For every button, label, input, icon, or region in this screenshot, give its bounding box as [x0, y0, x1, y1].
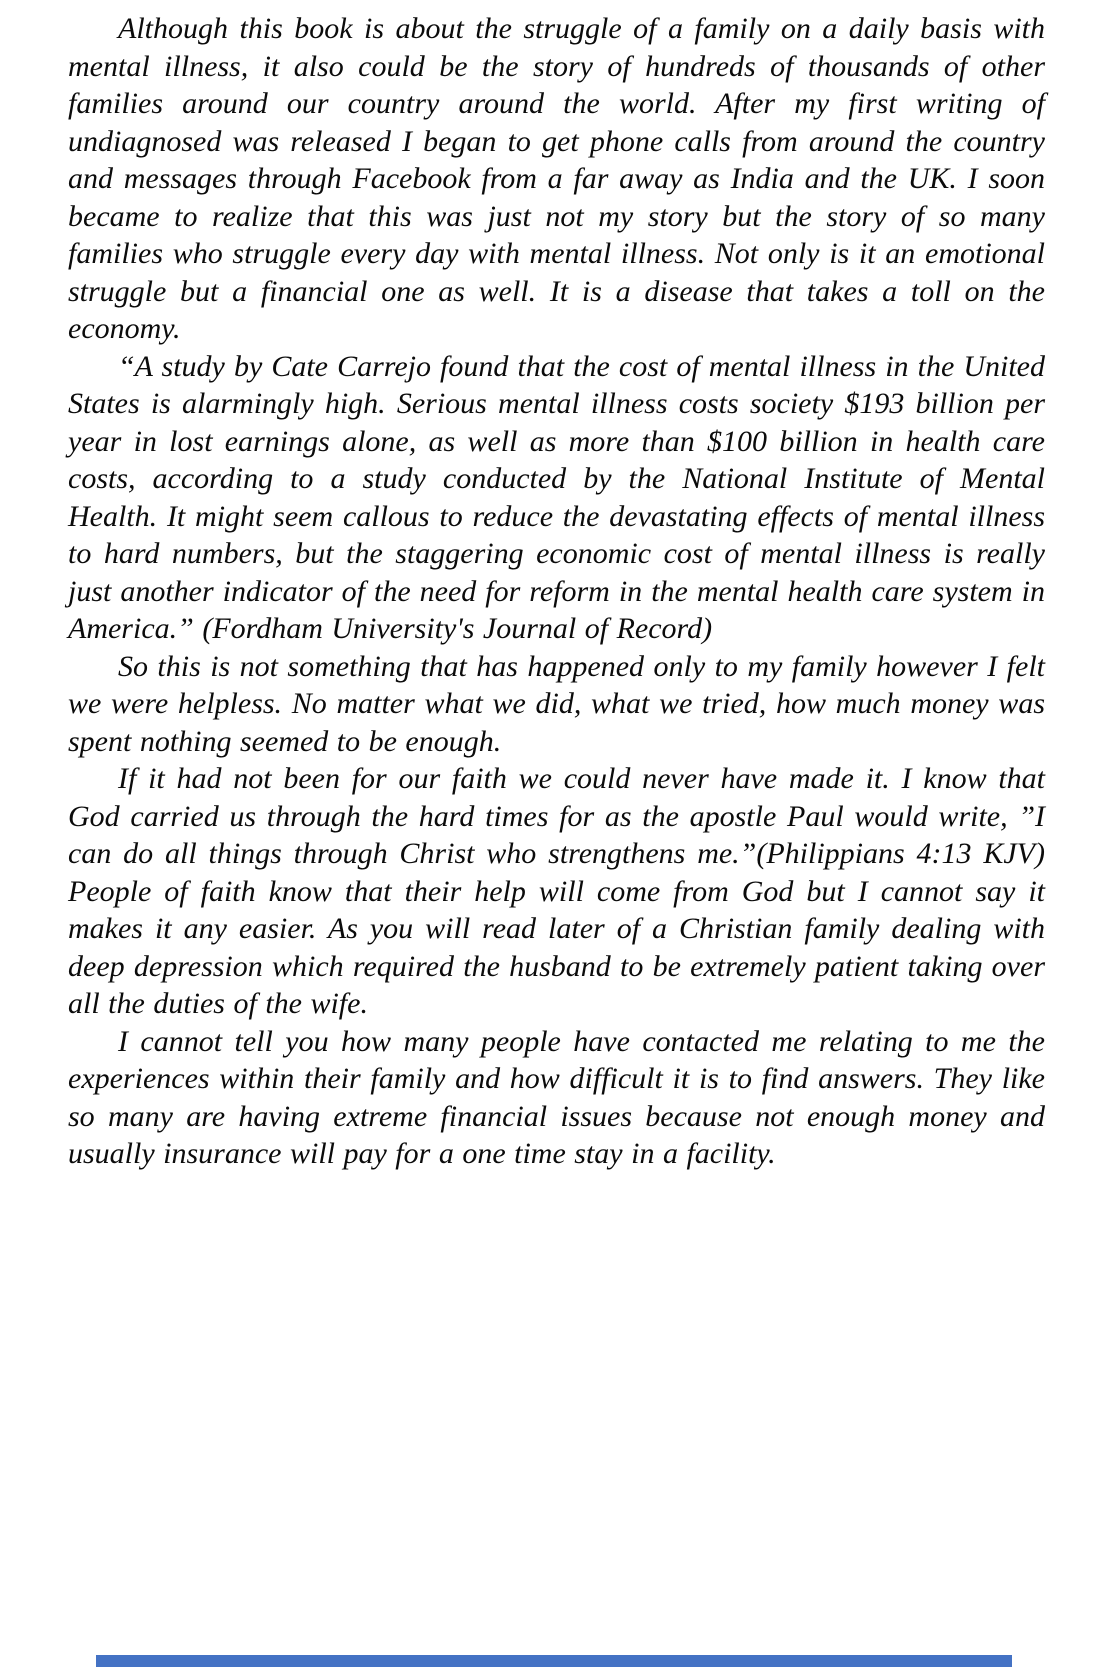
paragraph-faith: If it had not been for our faith we could never have made it. I know that God carried us through the hard times for as the apostle Paul would write, ”I can do all things through Christ who strengthens me.”(Philippians 4:13 KJV) People of faith know that their help will come from God but I cannot say it makes it any easier. As you will read later of a Christian family dealing with deep depression which required the husband to be extremely patient taking over all the duties of the wife.: [68, 762, 1045, 1020]
footer-highlight-bar: [96, 1655, 1012, 1667]
paragraph-intro: Although this book is about the struggle of a family on a daily basis with mental illness, it also could be the story of hundreds of thousands of other families around our country around the world. After my first writing of undiagnosed was released I began to get phone calls from around the country and messages through Facebook from a far away as India and the UK. I soon became to realize that this was just not my story but the story of so many families who struggle every day with mental illness. Not only is it an emotional struggle but a financial one as well. It is a disease that takes a toll on the economy.: [68, 12, 1045, 345]
text-block: [68, 10, 1045, 1173]
paragraph-contacts: I cannot tell you how many people have contacted me relating to me the experiences within their family and how difficult it is to find answers. They like so many are having extreme financial issues because not enough money and usually insurance will pay for a one time stay in a facility.: [68, 1024, 1045, 1170]
paragraph-study-quote: “A study by Cate Carrejo found that the cost of mental illness in the United States is alarmingly high. Serious mental illness costs society $193 billion per year in lost earnings alone, as well as more than $100 billion in health care costs, according to a study conducted by the National Institute of Mental Health. It might seem callous to reduce the devastating effects of mental illness to hard numbers, but the staggering economic cost of mental illness is really just another indicator of the need for reform in the mental health care system in America.” (Fordham University's Journal of Record): [68, 349, 1045, 645]
paragraph-not-only-my-family: So this is not something that has happened only to my family however I felt we were helpless. No matter what we did, what we tried, how much money was spent nothing seemed to be enough.: [68, 649, 1045, 758]
